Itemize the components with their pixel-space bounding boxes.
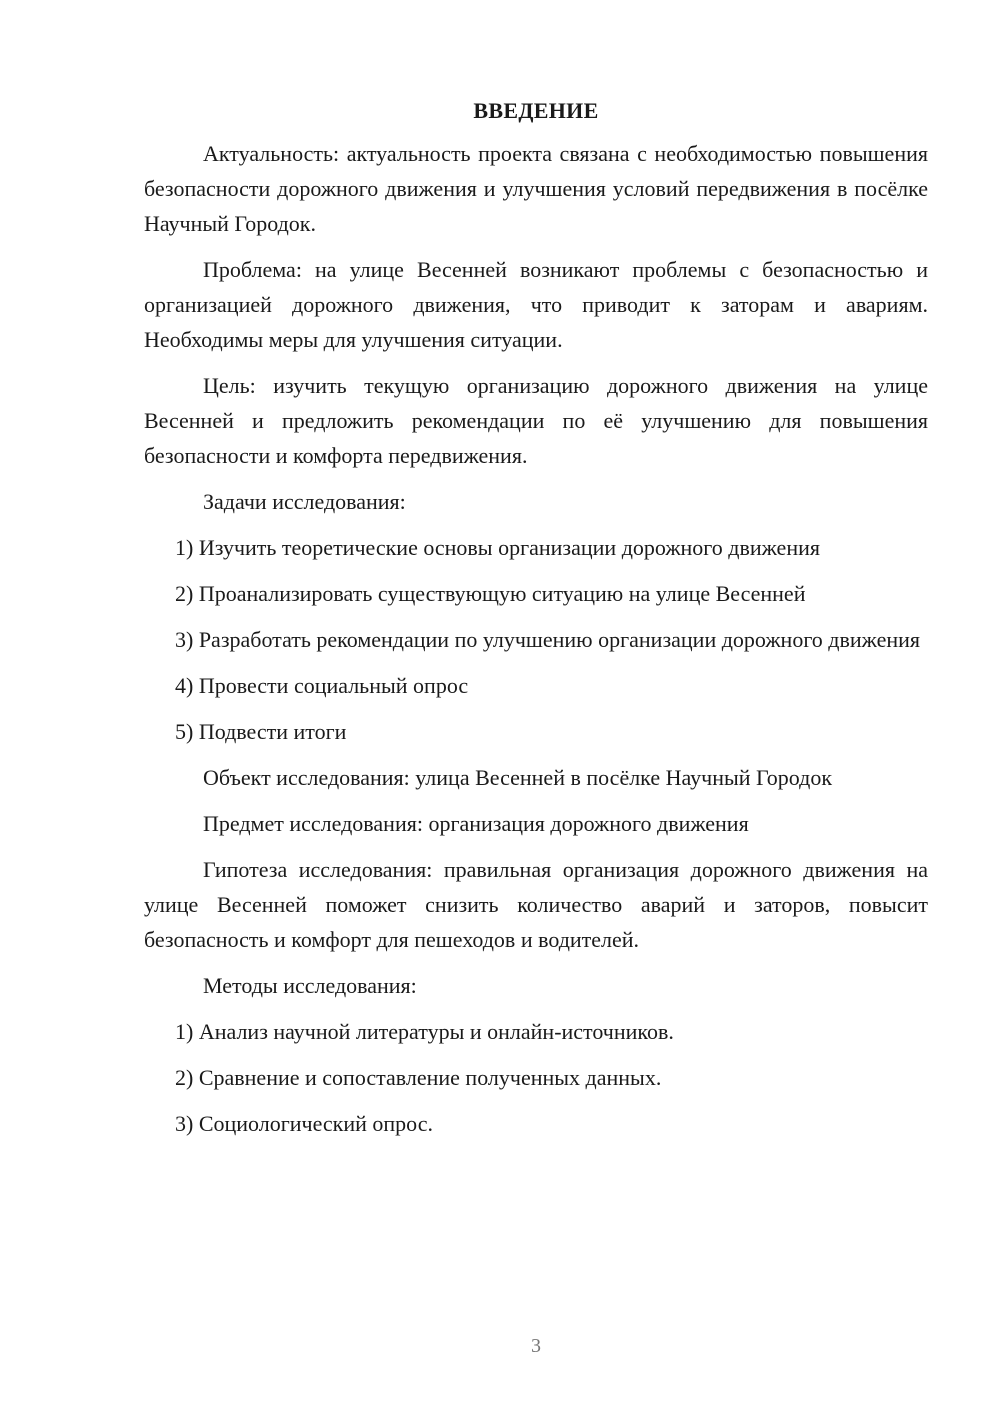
- problem-paragraph: Проблема: на улице Весенней возникают проблемы с безопасностью и организацией дорожного движения, что приводит к заторам и авариям. Необходимы меры для улучшения ситуации.: [144, 257, 928, 352]
- methods-title: Методы исследования:: [203, 973, 417, 998]
- task-item: 1) Изучить теоретические основы организации дорожного движения: [175, 535, 820, 560]
- hypothesis-paragraph: Гипотеза исследования: правильная организация дорожного движения на улице Весенней поможет снизить количество аварий и заторов, повысит безопасность и комфорт для пешеходов и водителей.: [144, 857, 928, 952]
- task-item: 2) Проанализировать существующую ситуацию на улице Весенней: [175, 581, 806, 606]
- task-item: 5) Подвести итоги: [175, 719, 347, 744]
- method-item: 1) Анализ научной литературы и онлайн-источников.: [175, 1019, 674, 1044]
- page-content: [144, 95, 928, 1152]
- page-number: 3: [531, 1335, 541, 1357]
- task-item: 3) Разработать рекомендации по улучшению организации дорожного движения: [175, 627, 921, 652]
- section-heading: ВВЕДЕНИЕ: [473, 98, 599, 123]
- method-item: 3) Социологический опрос.: [175, 1111, 433, 1136]
- task-item: 4) Провести социальный опрос: [175, 673, 469, 698]
- tasks-title: Задачи исследования:: [203, 489, 406, 514]
- method-item: 2) Сравнение и сопоставление полученных данных.: [175, 1065, 662, 1090]
- relevance-paragraph: Актуальность: актуальность проекта связана с необходимостью повышения безопасности дорожного движения и улучшения условий передвижения в посёлке Научный Городок.: [144, 141, 928, 236]
- goal-paragraph: Цель: изучить текущую организацию дорожного движения на улице Весенней и предложить рекомендации по её улучшению для повышения безопасности и комфорта передвижения.: [144, 373, 928, 468]
- subject-paragraph: Предмет исследования: организация дорожного движения: [203, 811, 749, 836]
- object-paragraph: Объект исследования: улица Весенней в посёлке Научный Городок: [203, 765, 833, 790]
